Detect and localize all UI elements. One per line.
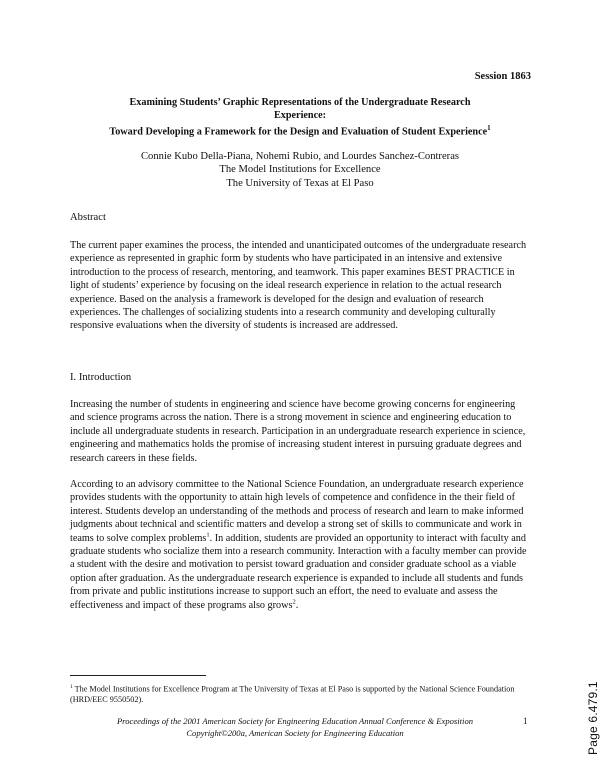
intro-paragraph-2-part-a: According to an advisory committee to the National Science Foundation, an undergraduate research experience provides students with the opportunity to attain high levels of competence and confidence in the their field of interest. Students develop an understanding of the methods and process of research and learn to make informed judgments about technical and scientific matters and develop a strong set of skills to communicate and work in teams to solve complex problems (70, 479, 524, 544)
author-names: Connie Kubo Della-Piana, Nohemi Rubio, and Lourdes Sanchez-Contreras (140, 151, 460, 162)
intro-paragraph-2 (70, 478, 532, 612)
abstract-text: The current paper examines the process, the intended and unanticipated outcomes of the undergraduate research experience as represented in graphic form by students who have participated in an intensive and extensive introduction to the process of research, mentoring, and teamwork. This paper examines BEST PRACTICE in light of students’ experience by focusing on the ideal research experience in relation to the actual research experience. Based on the analysis a framework is developed for the design and evaluation of research experiences. The challenges of socializing students into a research community and developing culturally responsive evaluations when the diversity of students is increased are addressed. (70, 240, 527, 332)
citation-1: 1 (206, 531, 210, 539)
intro-paragraph-2-part-b: . In addition, students are provided an opportunity to interact with faculty and graduate students who socialize them into a research community. Interaction with a faculty member can provide a student with the desire and motivation to persist toward graduation and consider graduate school as a viable option after graduation. As the undergraduate research experience is expanded to include all students and funds from private and public institutions increase to support such an effort, the need to evaluate and assess the effectiveness and impact of these programs also grows (70, 532, 527, 611)
title-line-2: Experience: (273, 109, 327, 121)
proceedings-footer (70, 716, 520, 740)
title-footnote-marker: 1 (487, 124, 491, 133)
title-line-3 (70, 122, 530, 139)
citation-2: 2 (292, 598, 296, 606)
introduction-heading: I. Introduction (70, 372, 132, 383)
intro-paragraph-1: Increasing the number of students in engineering and science have become growing concerns for engineering and science programs across the nation. There is a strong movement in science and engineering education to include all undergraduate students in research. Participation in an undergraduate research experience in science, engineering and mathematics holds the promise of increasing student interest in pursuing graduate degrees and research careers in these fields. (70, 399, 526, 464)
paper-title (70, 97, 530, 139)
footnote-text: The Model Institutions for Excellence Program at The University of Texas at El Paso is supported by the National Science Foundation (HRD/EEC 9550502). (70, 684, 515, 705)
affiliation-1: The Model Institutions for Excellence (219, 164, 381, 176)
intro-paragraph-2-part-c: . (295, 599, 299, 611)
title-line-3-text: Toward Developing a Framework for the Design and Evaluation of Student Experience (109, 126, 488, 138)
footer-line-1: Proceedings of the 2001 American Society for Engineering Education Annual Conference & Exposition (116, 716, 474, 726)
author-block (70, 150, 530, 190)
footnote-divider (70, 675, 206, 676)
session-label: Session 1863 (474, 71, 531, 82)
side-page-stamp: Page 6.479.1 (586, 681, 600, 755)
footer-line-2: Copyright©200a, American Society for Engineering Education (186, 727, 404, 738)
title-line-1: Examining Students’ Graphic Representations of the Undergraduate Research (129, 97, 471, 108)
abstract-heading: Abstract (70, 212, 106, 223)
footnote (70, 682, 540, 706)
affiliation-2: The University of Texas at El Paso (226, 177, 374, 189)
footnote-marker: 1 (70, 684, 73, 690)
page-number: 1 (523, 716, 528, 726)
